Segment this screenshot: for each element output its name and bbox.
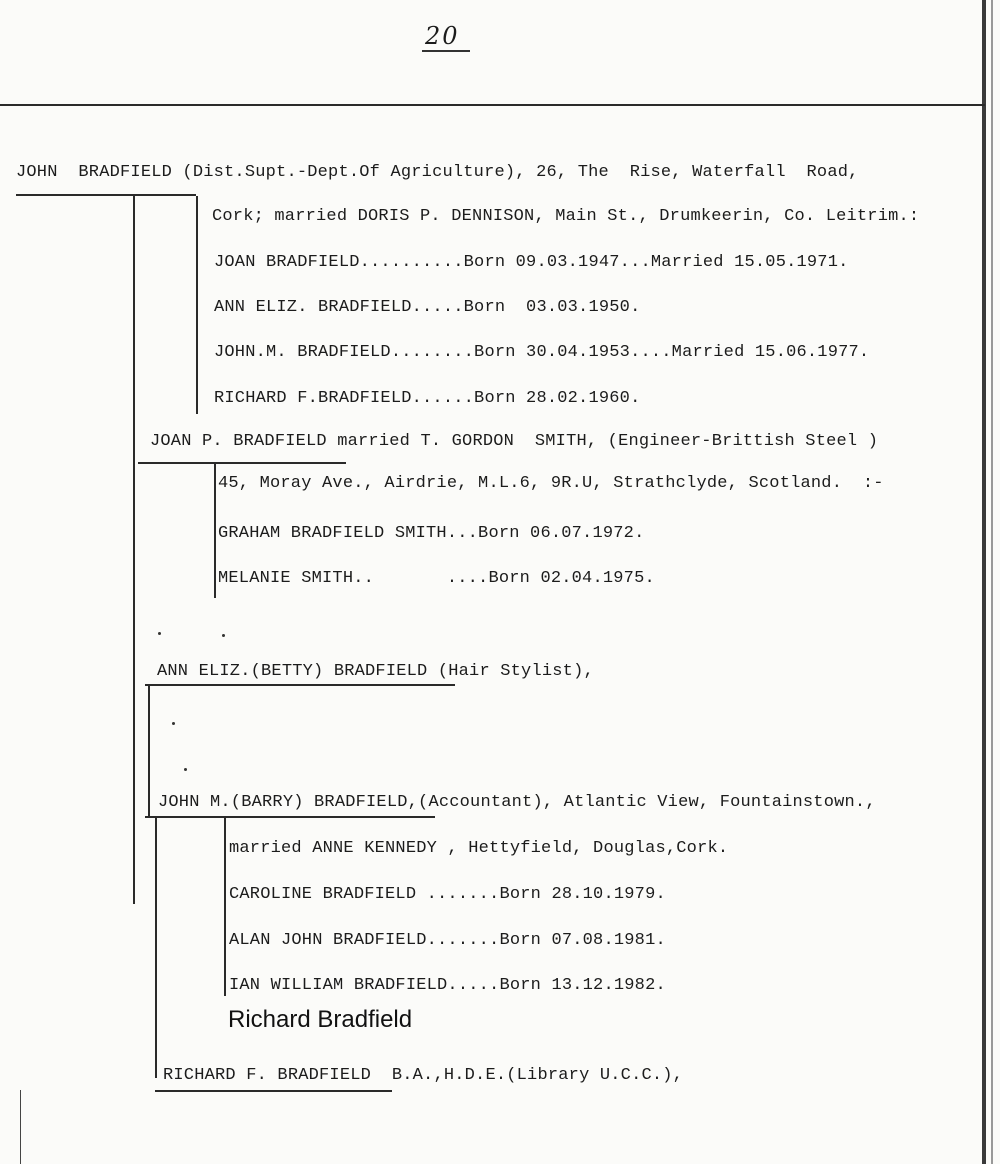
john-child-4: RICHARD F.BRADFIELD......Born 28.02.1960. [214,389,641,408]
john-child-2: ANN ELIZ. BRADFIELD.....Born 03.03.1950. [214,298,641,317]
john-bradfield-address: Cork; married DORIS P. DENNISON, Main St., Drumkeerin, Co. Leitrim.: [212,207,920,226]
page-number: 20 [425,22,460,50]
ann-header: ANN ELIZ.(BETTY) BRADFIELD (Hair Stylist), [157,662,594,681]
joan-children-line [214,464,216,598]
barry-header: JOHN M.(BARRY) BRADFIELD,(Accountant), Atlantic View, Fountainstown., [158,793,876,812]
joan-address: 45, Moray Ave., Airdrie, M.L.6, 9R.U, Strathclyde, Scotland. :- [218,474,884,493]
barry-underline [145,816,435,818]
page-edge-light [991,0,993,1164]
richard-bradfield-note: Richard Bradfield [228,1006,413,1033]
left-edge-mark [20,1090,21,1164]
stray-mark [222,634,225,637]
joan-child-2: MELANIE SMITH.. ....Born 02.04.1975. [218,569,655,588]
richard-header: RICHARD F. BRADFIELD B.A.,H.D.E.(Library U.C.C.), [163,1066,684,1085]
john-child-1: JOAN BRADFIELD..........Born 09.03.1947...Married 15.05.1971. [214,253,849,272]
joan-child-1: GRAHAM BRADFIELD SMITH...Born 06.07.1972. [218,524,645,543]
john-bradfield-header: JOHN BRADFIELD (Dist.Supt.-Dept.Of Agriculture), 26, The Rise, Waterfall Road, [16,163,859,182]
john-bradfield-underline [16,194,196,196]
stray-mark [184,768,187,771]
joan-header: JOAN P. BRADFIELD married T. GORDON SMITH, (Engineer-Brittish Steel ) [150,432,879,451]
barry-child-2: ALAN JOHN BRADFIELD.......Born 07.08.1981. [229,931,666,950]
stray-mark [158,632,161,635]
barry-child-3: IAN WILLIAM BRADFIELD.....Born 13.12.1982. [229,976,666,995]
barry-address: married ANNE KENNEDY , Hettyfield, Douglas,Cork. [229,839,729,858]
stray-mark [172,722,175,725]
john-tree-line [133,194,135,904]
header-rule [0,104,985,106]
joan-underline [138,462,346,464]
richard-tree-line [155,818,157,1078]
page-number-underline [422,50,470,52]
barry-children-line [224,818,226,996]
ann-underline [145,684,455,686]
john-child-3: JOHN.M. BRADFIELD........Born 30.04.1953....Married 15.06.1977. [214,343,870,362]
john-children-line [196,196,198,414]
ann-tree-line [148,686,150,816]
richard-underline [155,1090,392,1092]
page-edge-dark [982,0,986,1164]
barry-child-1: CAROLINE BRADFIELD .......Born 28.10.1979. [229,885,666,904]
